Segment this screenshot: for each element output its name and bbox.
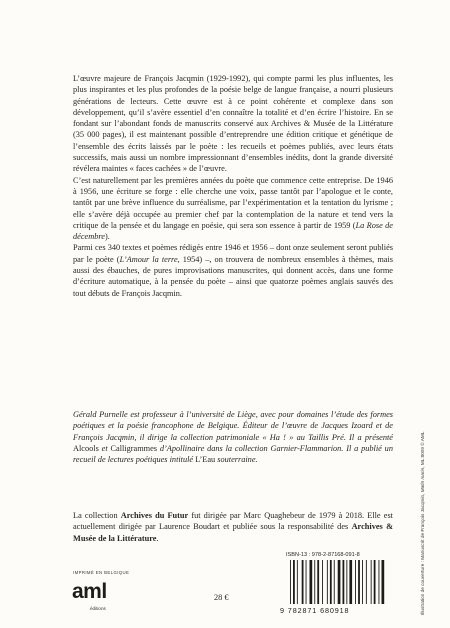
logo-wordmark: aml (72, 580, 107, 603)
work-title: L’Amour la terre (119, 254, 178, 264)
barcode-digits: 9 782871 680918 (280, 606, 350, 615)
paragraph-contents: Parmi ces 340 textes et poèmes rédigés entre 1946 et 1956 – dont onze seulement seront publiés par le poète (L’Amour la terre, 1954) –, on trouvera de nombreux ensembles à thèmes, mais aussi des ébauches, de pures improvisations manuscrites, qui donnent accès, dans une forme d’écriture automatique, à la pensée du poète – ainsi que quatorze poèmes anglais sauvés des tout débuts de François Jacqmin. (73, 243, 394, 298)
cover-illustration-credit: Illustration de couverture : Manuscrit de François Jacqmin, Matin marin, ML 8009 © AML (420, 431, 425, 615)
work-title: La Rose de décembre (73, 220, 393, 242)
aml-logo (72, 581, 128, 619)
barcode-icon (288, 560, 388, 604)
paragraph-early-years: C’est naturellement par les premières années du poète que commence cette entreprise. De 1946 à 1956, une écriture se forge : elle cherche une voix, passe tantôt par l’apologue et le conte, tantôt par une brève influence du surréalisme, par l’expérimentation et la tentation du lyrisme ; elle s’avère déjà occupée au premier chef par la contemplation de la nature et tend vers la critique de la pensée et du langage en poésie, qui sera son essence à partir de 1959 (La Rose de décembre). (73, 175, 393, 242)
collection-name: Archives du Futur (120, 511, 189, 520)
logo-subtitle: éditions (90, 606, 106, 611)
collection-note: La collection Archives du Futur fut dirigée par Marc Quaghebeur de 1979 à 2018. Elle est actuellement dirigée par Laurence Boudart et publiée sous la responsabilité des Archives & Musée de la Littérature. (73, 511, 393, 543)
printed-in-label: IMPRIMÉ EN BELGIQUE (73, 570, 130, 575)
price: 28 € (214, 593, 229, 602)
publisher-name: Archives & Musée de la Littérature (73, 522, 393, 543)
back-cover-text (73, 73, 393, 299)
paragraph-intro: L’œuvre majeure de François Jacqmin (1929-1992), qui compte parmi les plus influentes, les plus inspirantes et les plus profondes de la poésie belge de langue française, a nourri plusieurs générations de lecteurs. Cette œuvre est à ce point cohérente et complexe dans son développement, qu’il s’avère essentiel d’en connaître la totalité et d’en écrire l’histoire. En se fondant sur l’abondant fonds de manuscrits conservé aux Archives & Musée de la Littérature (35 000 pages), il est maintenant possible d’entreprendre une édition critique et génétique de l’ensemble des écrits laissés par le poète : les recueils et poèmes publiés, avec leurs états successifs, mais aussi un nombre impressionnant d’ensembles inédits, dont la grande diversité révélera maintes « faces cachées » de l’œuvre. (73, 74, 393, 174)
author-bio: Gérald Purnelle est professeur à l’université de Liège, avec pour domaines l’étude des formes poétiques et la poésie francophone de Belgique. Éditeur de l’œuvre de Jacques Izoard et de François Jacqmin, il dirige la collection patrimoniale « Ha ! » au Taillis Pré. Il a présenté Alcools et Calligrammes d’Apollinaire dans la collection Garnier-Flammarion. Il a publié un recueil de lectures poétiques intitulé L’Eau souterraine. (73, 410, 393, 465)
isbn-label: ISBN-13 : 978-2-87168-091-8 (286, 552, 360, 558)
